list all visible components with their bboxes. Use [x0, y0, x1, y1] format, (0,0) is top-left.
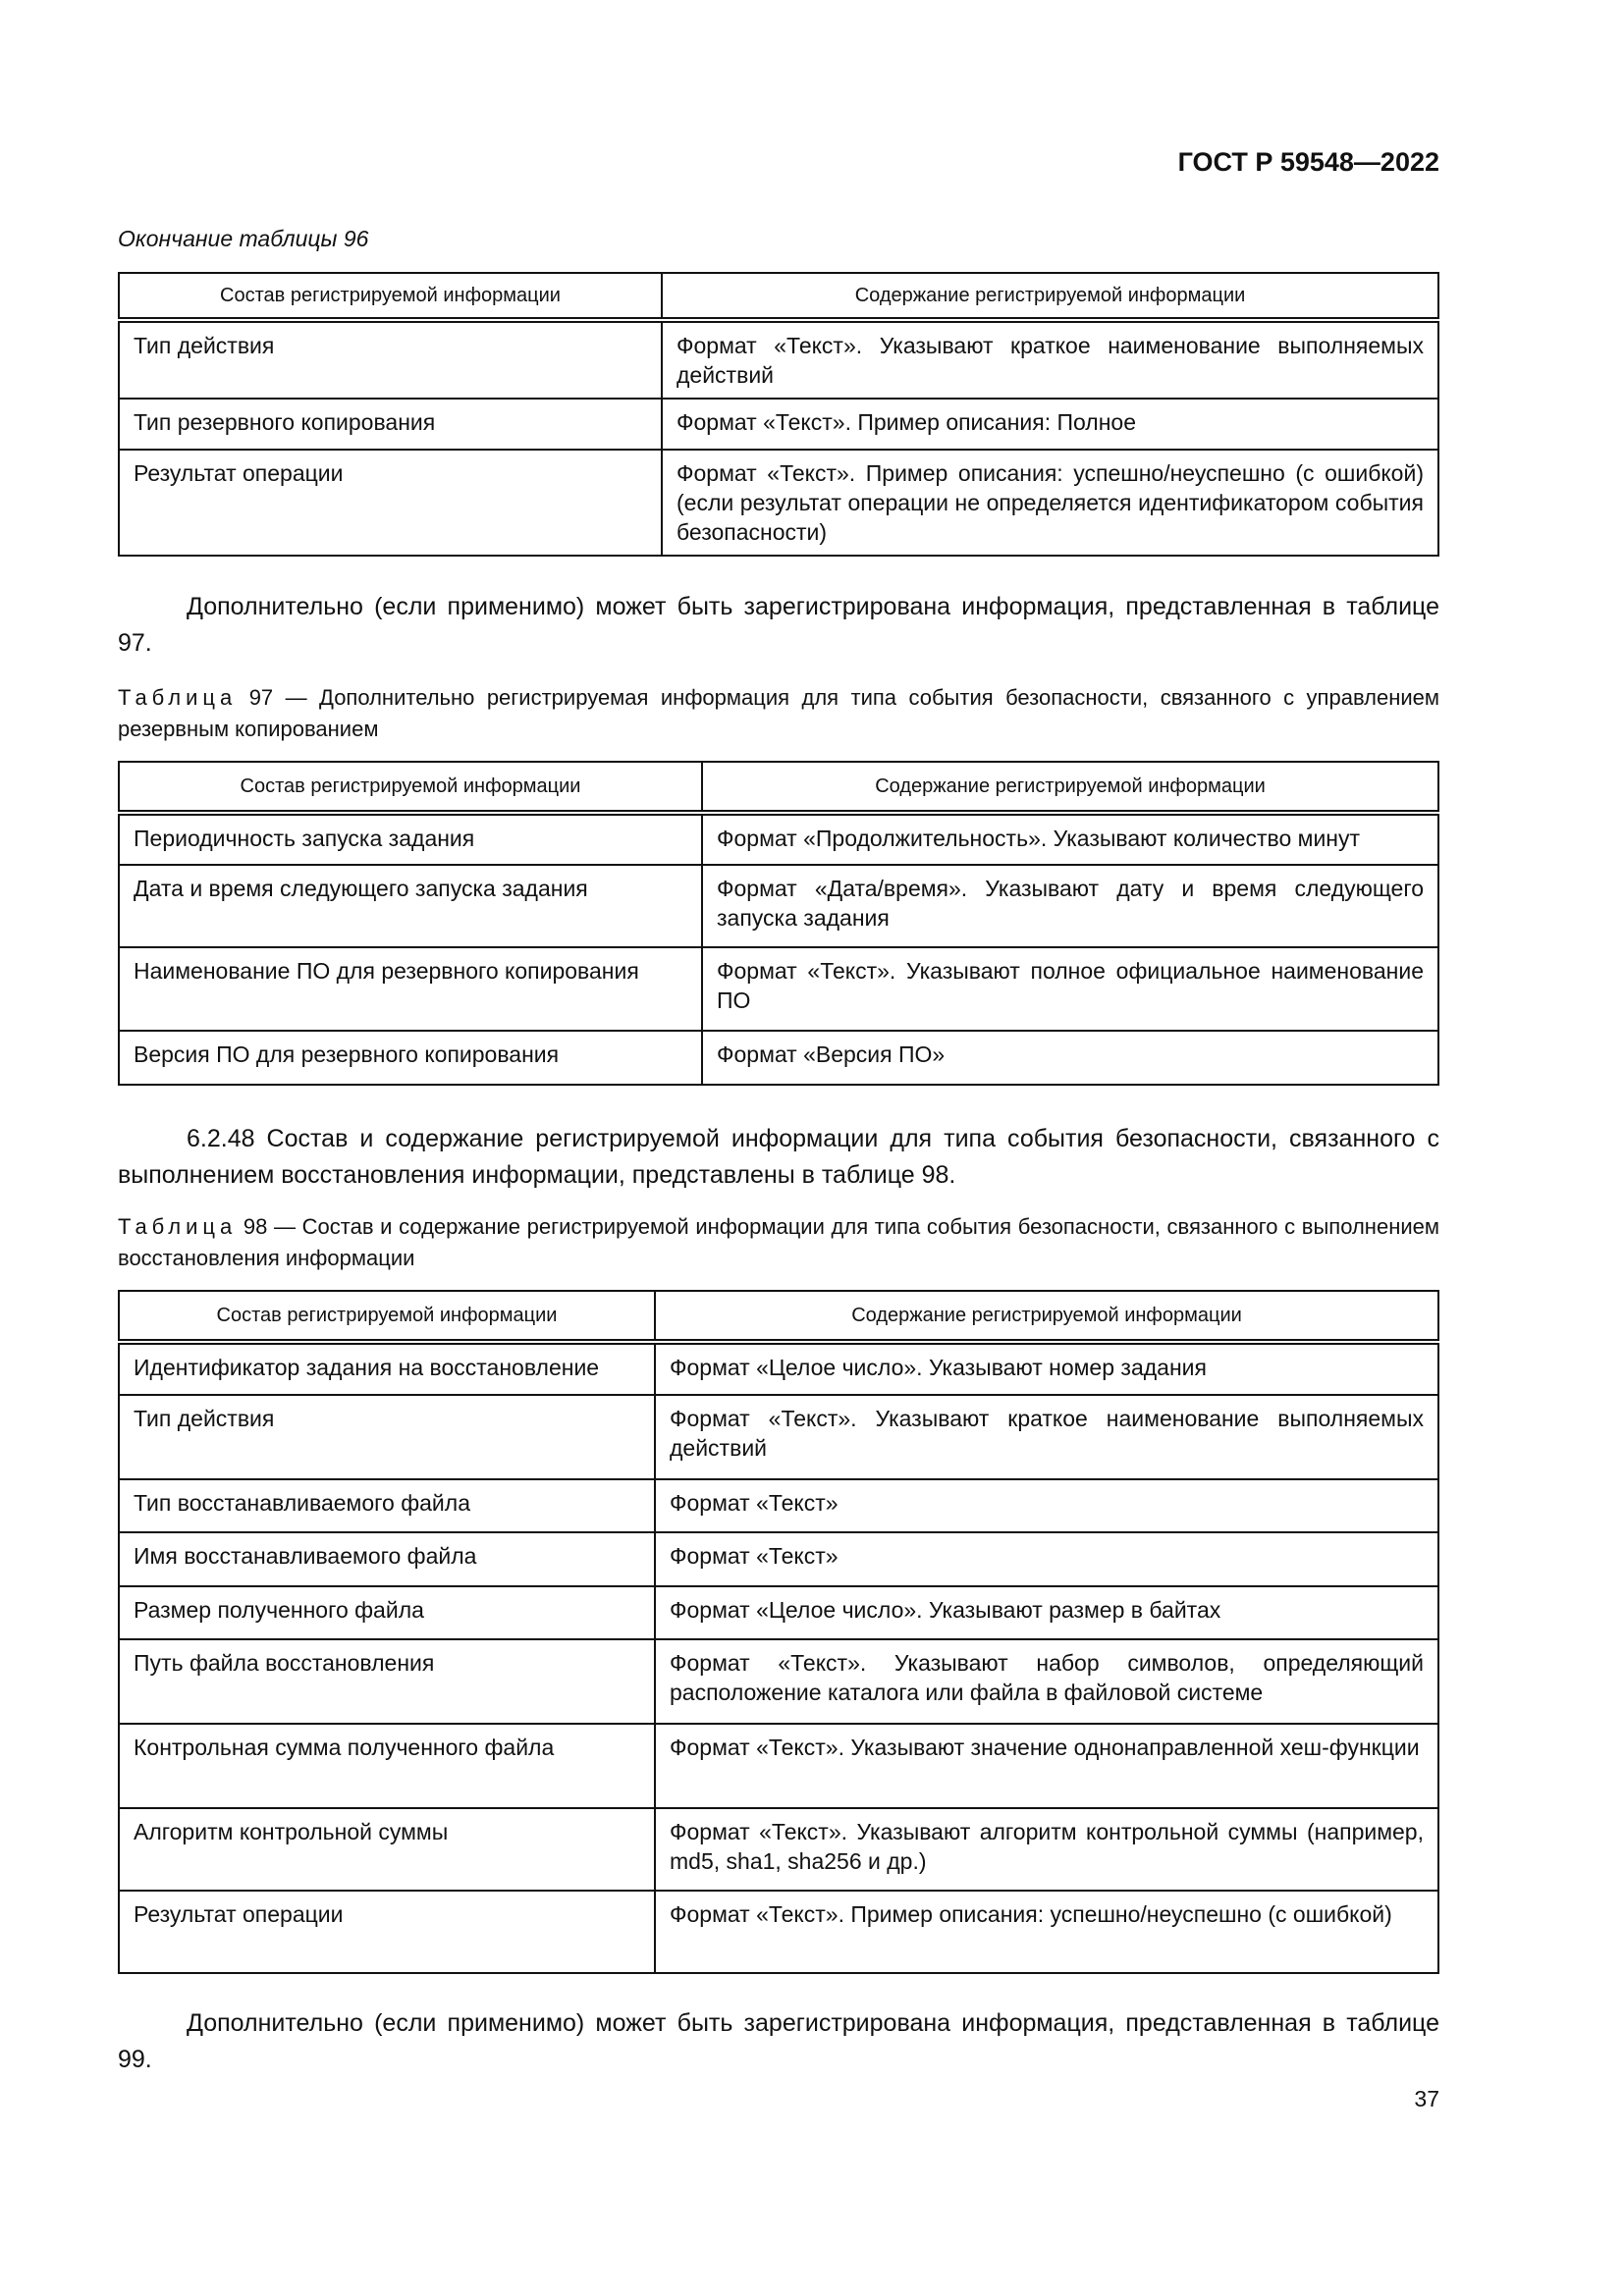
page-number: 37: [1414, 2086, 1439, 2111]
paragraph-additional-97: Дополнительно (если применимо) может быть зарегистрирована информация, представленная в таблице 97.: [118, 593, 1439, 657]
field-name-cell: Наименование ПО для резервного копирования: [119, 947, 702, 1031]
table-continuation-label: Окончание таблицы 96: [118, 226, 369, 251]
field-name-cell: Результат операции: [119, 1891, 655, 1973]
field-content-cell: Формат «Текст». Пример описания: Полное: [662, 399, 1438, 450]
field-name-cell: Тип действия: [119, 1395, 655, 1479]
column-header: Содержание регистрируемой информации: [655, 1291, 1438, 1342]
paragraph-6-2-48: 6.2.48 Состав и содержание регистрируемой информации для типа события безопасности, связанного с выполнением восстановления информации, представлены в таблице 98.: [118, 1125, 1439, 1189]
field-content-cell: Формат «Текст». Пример описания: успешно/неуспешно (с ошибкой): [655, 1891, 1438, 1973]
table-row: [119, 1479, 1438, 1532]
field-content-cell: Формат «Целое число». Указывают размер в байтах: [655, 1586, 1438, 1639]
caption-text: 97 — Дополнительно регистрируемая информация для типа события безопасности, связанного с управлением резервным копированием: [118, 685, 1439, 741]
field-name-cell: Тип действия: [119, 320, 662, 399]
table-96: [118, 272, 1439, 557]
table-97: [118, 761, 1439, 1086]
field-content-cell: Формат «Дата/время». Указывают дату и время следующего запуска задания: [702, 865, 1438, 947]
table-row: [119, 1031, 1438, 1085]
field-name-cell: Результат операции: [119, 450, 662, 556]
column-header: Состав регистрируемой информации: [119, 762, 702, 813]
field-name-cell: Дата и время следующего запуска задания: [119, 865, 702, 947]
column-header: Состав регистрируемой информации: [119, 273, 662, 320]
field-content-cell: Формат «Версия ПО»: [702, 1031, 1438, 1085]
table-row: [119, 1395, 1438, 1479]
caption-label: Таблица: [118, 1214, 238, 1239]
column-header: Содержание регистрируемой информации: [662, 273, 1438, 320]
field-name-cell: Контрольная сумма полученного файла: [119, 1724, 655, 1808]
header-row: [119, 762, 1438, 813]
table-row: [119, 1586, 1438, 1639]
table-row: [119, 1532, 1438, 1586]
field-name-cell: Размер полученного файла: [119, 1586, 655, 1639]
field-content-cell: Формат «Текст». Указывают значение однонаправленной хеш-функции: [655, 1724, 1438, 1808]
field-name-cell: Тип резервного копирования: [119, 399, 662, 450]
table-row: [119, 813, 1438, 865]
table-row: [119, 450, 1438, 556]
table-row: [119, 1724, 1438, 1808]
table-97-caption: [118, 682, 1439, 745]
table-row: [119, 1891, 1438, 1973]
table-row: [119, 865, 1438, 947]
field-name-cell: Путь файла восстановления: [119, 1639, 655, 1724]
field-content-cell: Формат «Текст»: [655, 1479, 1438, 1532]
caption-text: 98 — Состав и содержание регистрируемой информации для типа события безопасности, связанного с выполнением восстановления информации: [118, 1214, 1439, 1270]
header-row: [119, 273, 1438, 320]
field-content-cell: Формат «Текст»: [655, 1532, 1438, 1586]
field-name-cell: Алгоритм контрольной суммы: [119, 1808, 655, 1891]
table-row: [119, 399, 1438, 450]
caption-label: Таблица: [118, 685, 238, 710]
table-row: [119, 320, 1438, 399]
field-content-cell: Формат «Продолжительность». Указывают количество минут: [702, 813, 1438, 865]
header-row: [119, 1291, 1438, 1342]
field-content-cell: Формат «Текст». Указывают набор символов, определяющий расположение каталога или файла в файловой системе: [655, 1639, 1438, 1724]
field-content-cell: Формат «Текст». Указывают краткое наименование выполняемых действий: [655, 1395, 1438, 1479]
table-row: [119, 1342, 1438, 1395]
column-header: Содержание регистрируемой информации: [702, 762, 1438, 813]
table-row: [119, 947, 1438, 1031]
table-row: [119, 1808, 1438, 1891]
field-content-cell: Формат «Текст». Указывают алгоритм контрольной суммы (например, md5, sha1, sha256 и др.): [655, 1808, 1438, 1891]
column-header: Состав регистрируемой информации: [119, 1291, 655, 1342]
table-row: [119, 1639, 1438, 1724]
field-name-cell: Имя восстанавливаемого файла: [119, 1532, 655, 1586]
table-98: [118, 1290, 1439, 1974]
field-content-cell: Формат «Целое число». Указывают номер задания: [655, 1342, 1438, 1395]
field-name-cell: Тип восстанавливаемого файла: [119, 1479, 655, 1532]
field-name-cell: Периодичность запуска задания: [119, 813, 702, 865]
field-name-cell: Версия ПО для резервного копирования: [119, 1031, 702, 1085]
field-content-cell: Формат «Текст». Указывают краткое наименование выполняемых действий: [662, 320, 1438, 399]
document-id-header: ГОСТ Р 59548—2022: [1177, 147, 1439, 177]
field-content-cell: Формат «Текст». Указывают полное официальное наименование ПО: [702, 947, 1438, 1031]
table-98-caption: [118, 1211, 1439, 1274]
field-name-cell: Идентификатор задания на восстановление: [119, 1342, 655, 1395]
field-content-cell: Формат «Текст». Пример описания: успешно/неуспешно (с ошибкой) (если результат операции не определяется идентификатором события безопасности): [662, 450, 1438, 556]
paragraph-additional-99: Дополнительно (если применимо) может быть зарегистрирована информация, представленная в таблице 99.: [118, 2009, 1439, 2073]
